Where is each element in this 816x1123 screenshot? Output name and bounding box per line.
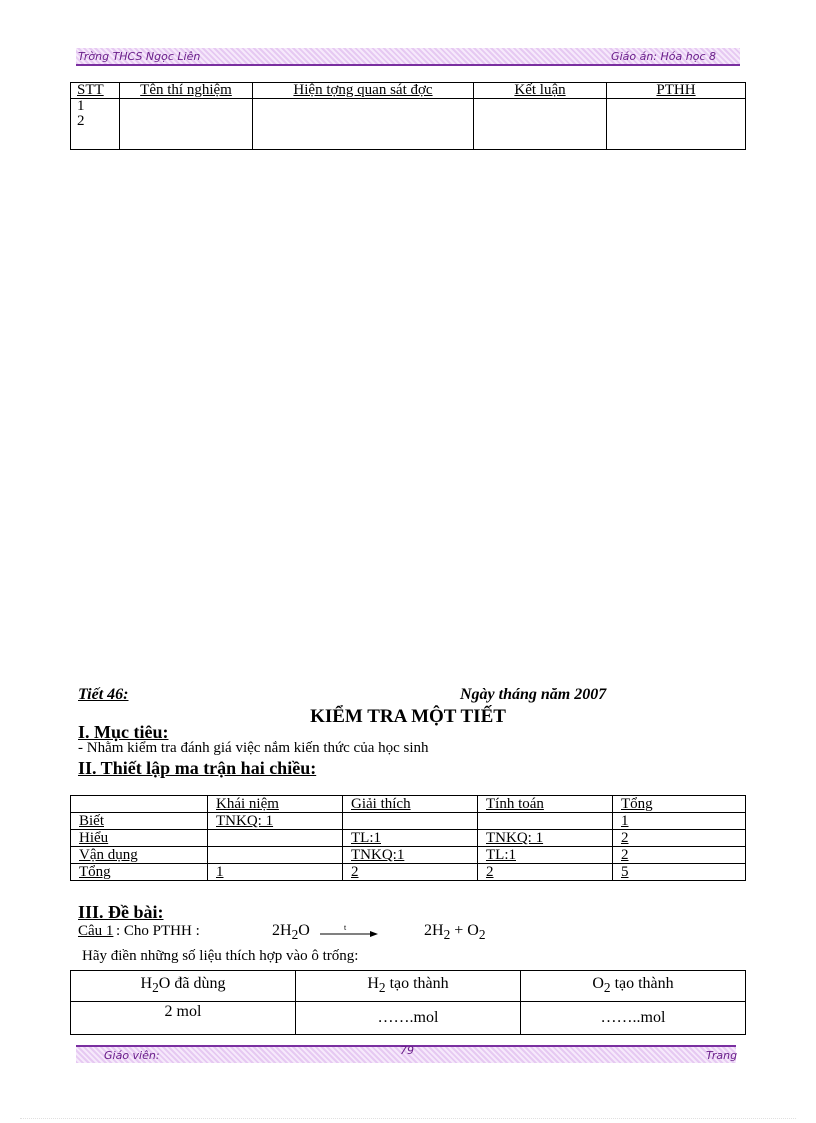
page-title: KIỂM TRA MỘT TIẾT xyxy=(310,706,506,727)
matrix-cell: 1 xyxy=(208,864,343,881)
matrix-cell: TNKQ: 1 xyxy=(208,813,343,830)
matrix-cell: Tổng xyxy=(71,864,208,881)
matrix-cell: 2 xyxy=(478,864,613,881)
objective-text: - Nhằm kiểm tra đánh giá việc nắm kiến thức của học sinh xyxy=(78,740,429,756)
table-header-row xyxy=(71,971,746,1002)
value-o2: ……..mol xyxy=(521,1002,746,1035)
section-objectives: I. Mục tiêu: xyxy=(78,722,169,742)
matrix-cell: Tính toán xyxy=(478,796,613,813)
matrix-cell: 2 xyxy=(613,847,746,864)
matrix-cell: TNKQ:1 xyxy=(343,847,478,864)
answer-table xyxy=(70,970,746,1035)
matrix-cell xyxy=(343,813,478,830)
matrix-table xyxy=(70,795,746,881)
header-h2: $H_2$ tạo thành xyxy=(296,971,521,1002)
arrow-label: t xyxy=(344,923,347,932)
instruction-text: Hãy điền những số liệu thích hợp vào ô trống: xyxy=(82,948,359,964)
matrix-cell: Giải thích xyxy=(343,796,478,813)
table-cell xyxy=(253,99,474,150)
matrix-cell: TL:1 xyxy=(343,830,478,847)
header-subject: Giáo án: Hóa học 8 xyxy=(611,50,716,63)
table-row xyxy=(71,99,746,150)
table-row xyxy=(71,796,746,813)
stt-1: 1 xyxy=(77,98,85,114)
matrix-cell: 2 xyxy=(343,864,478,881)
reaction-arrow-icon xyxy=(318,922,382,942)
table-row xyxy=(71,1002,746,1035)
matrix-cell: TL:1 xyxy=(478,847,613,864)
matrix-cell xyxy=(208,847,343,864)
value-h2o: 2 mol xyxy=(71,1002,296,1035)
matrix-cell: Biết xyxy=(71,813,208,830)
col-experiment: Tên thí nghiệm xyxy=(120,83,253,99)
experiment-table xyxy=(70,82,746,150)
header-h2o: $H_2O$ đã dùng xyxy=(71,971,296,1002)
matrix-cell: TNKQ: 1 xyxy=(478,830,613,847)
lesson-date: Ngày tháng năm 2007 xyxy=(460,686,607,703)
col-conclusion: Kết luận xyxy=(474,83,607,99)
table-row xyxy=(71,830,746,847)
section-matrix: II. Thiết lập ma trận hai chiều: xyxy=(78,758,317,778)
value-h2: …….mol xyxy=(296,1002,521,1035)
lesson-number: Tiết 46: xyxy=(78,686,129,703)
matrix-cell: Tổng xyxy=(613,796,746,813)
section-exam: III. Đề bài: xyxy=(78,902,164,922)
matrix-cell: 2 xyxy=(613,830,746,847)
footer-page-number: 79 xyxy=(400,1044,414,1057)
col-stt: STT xyxy=(71,83,120,99)
table-header-row xyxy=(71,83,746,99)
equation-products: $2H_2 + O_2$ xyxy=(424,922,486,943)
col-observation: Hiện tợng quan sát đợc xyxy=(253,83,474,99)
table-row xyxy=(71,864,746,881)
equation-reactant: $2H_2O$ xyxy=(272,922,310,943)
matrix-cell: 1 xyxy=(613,813,746,830)
matrix-cell xyxy=(208,830,343,847)
footer-teacher: Giáo viên: xyxy=(104,1049,160,1062)
table-cell xyxy=(607,99,746,150)
question-label: Câu 1 xyxy=(78,923,114,939)
question-text: : Cho PTHH : xyxy=(116,923,200,939)
footer-trang: Trang xyxy=(706,1049,738,1062)
stt-cell xyxy=(71,99,120,150)
matrix-cell: Vận dụng xyxy=(71,847,208,864)
table-cell xyxy=(474,99,607,150)
table-row xyxy=(71,847,746,864)
matrix-cell xyxy=(71,796,208,813)
table-cell xyxy=(120,99,253,150)
stt-2: 2 xyxy=(77,113,85,129)
page-bottom-divider xyxy=(20,1118,796,1119)
matrix-cell: Hiểu xyxy=(71,830,208,847)
header-school: Trờng THCS Ngọc Liên xyxy=(78,50,201,63)
table-row xyxy=(71,813,746,830)
matrix-cell: 5 xyxy=(613,864,746,881)
header-o2: $O_2$ tạo thành xyxy=(521,971,746,1002)
matrix-cell: Khái niệm xyxy=(208,796,343,813)
matrix-cell xyxy=(478,813,613,830)
col-pthh: PTHH xyxy=(607,83,746,99)
